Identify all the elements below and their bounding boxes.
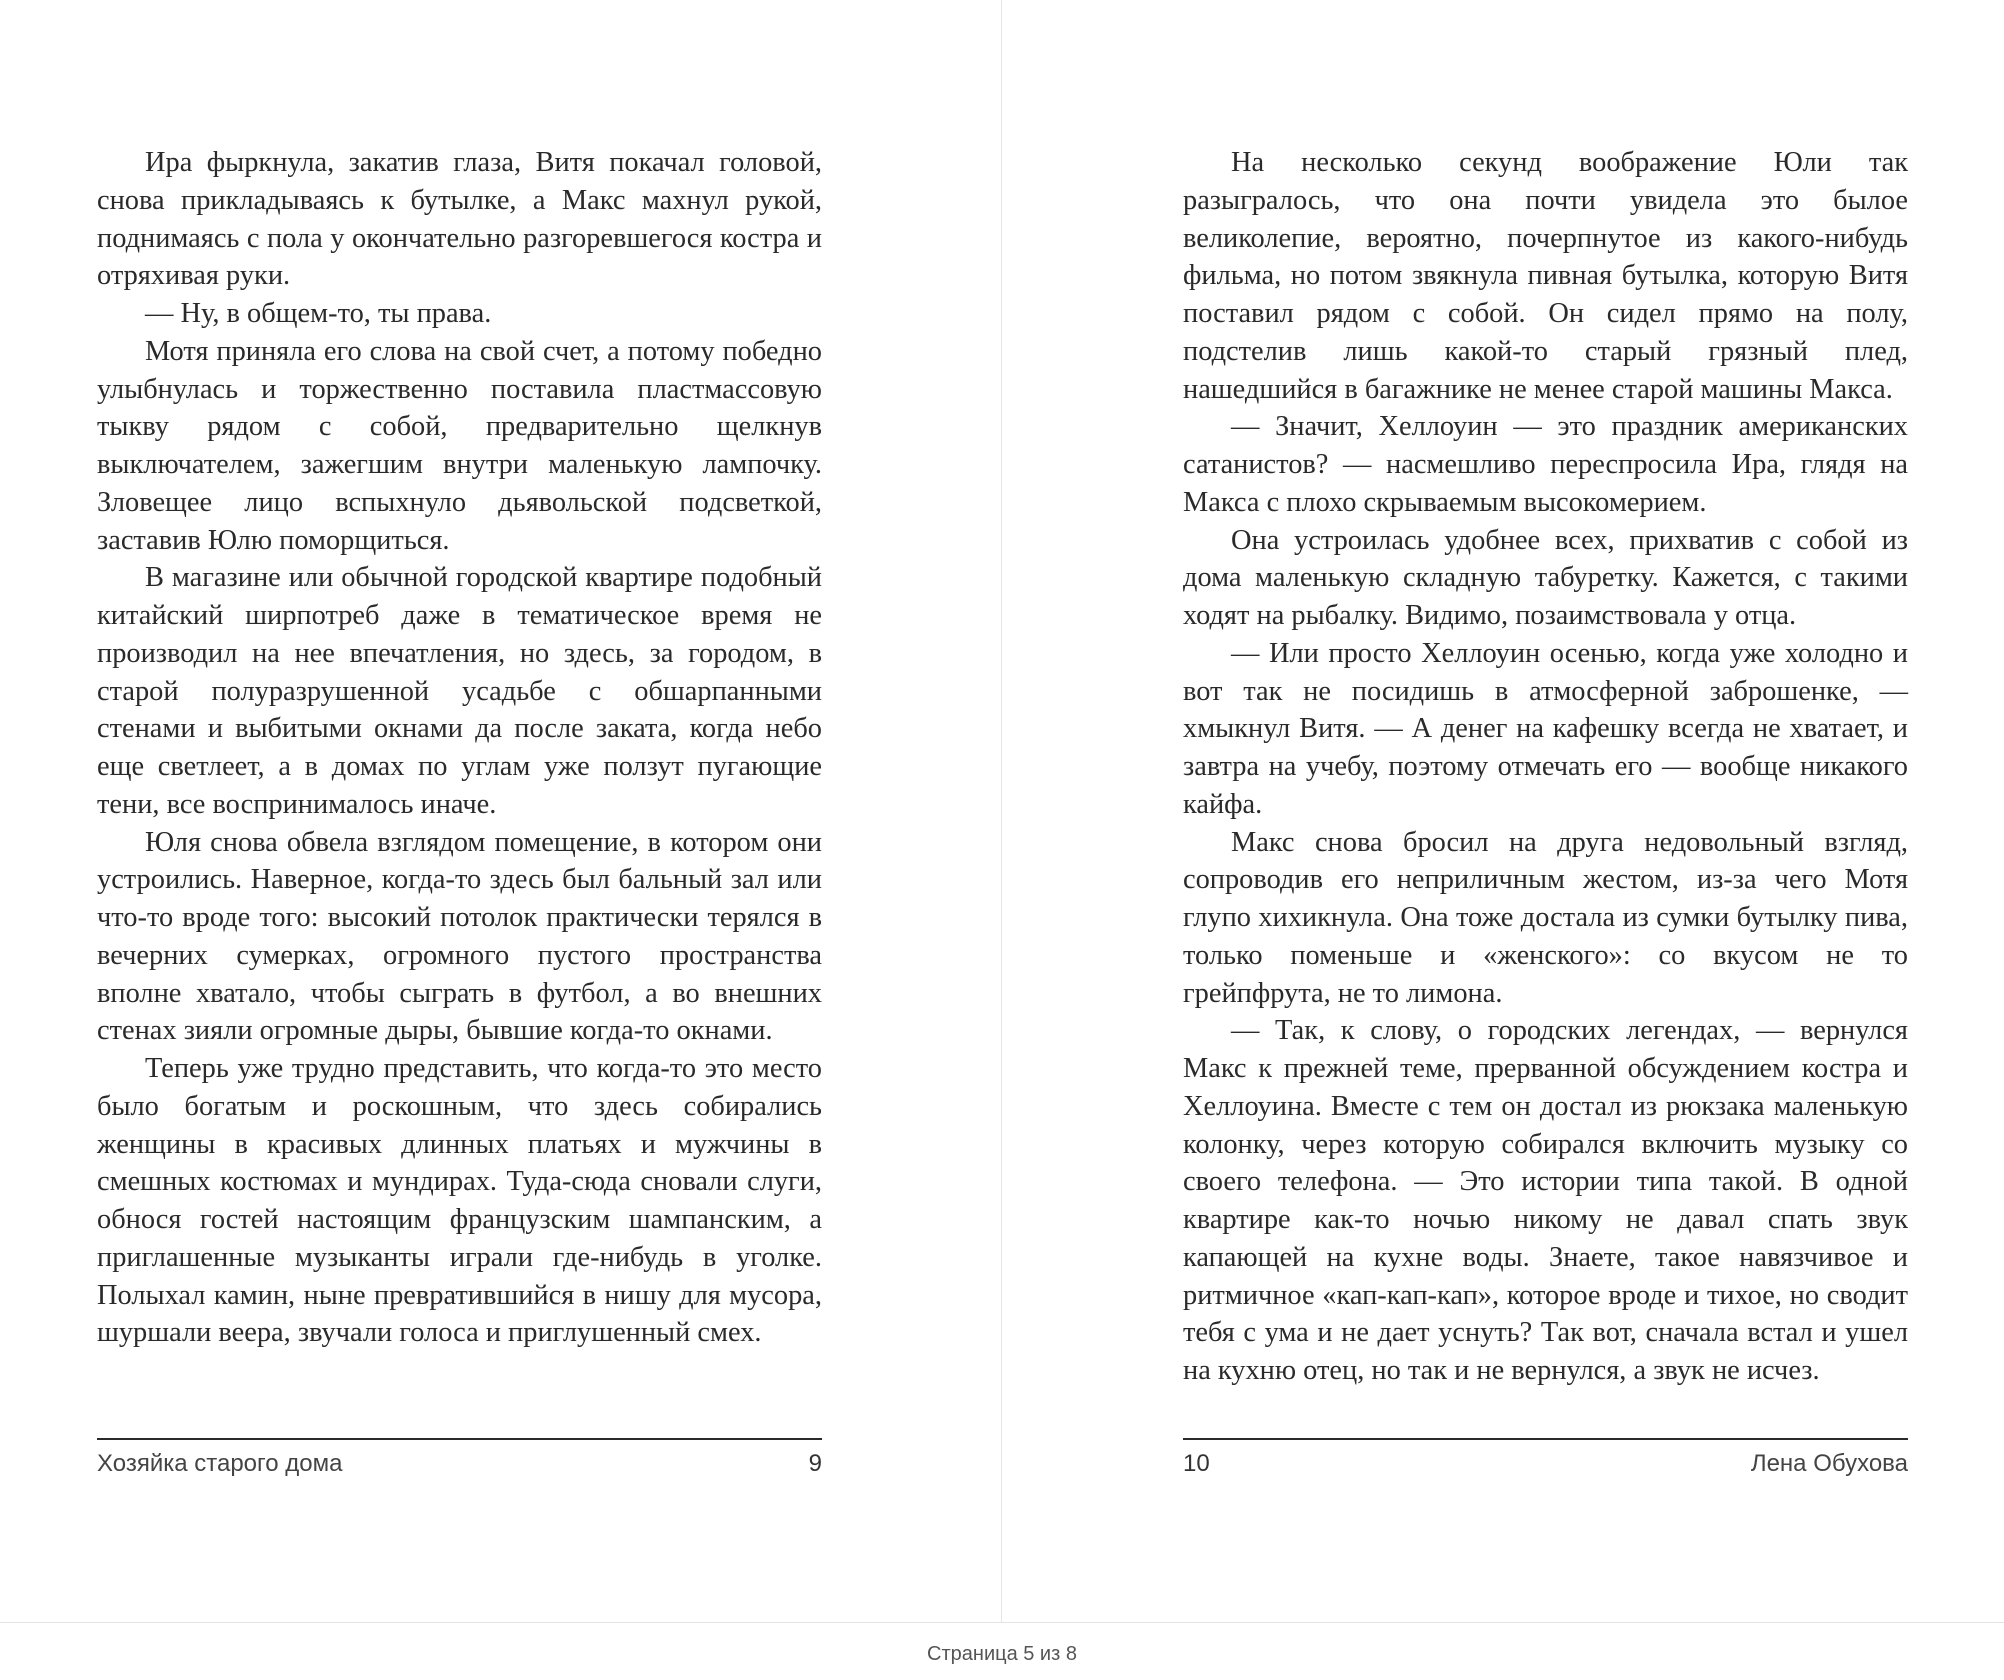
paragraph: На несколько секунд воображение Юли так разыгралось, что она почти увидела это былое великолепие, вероятно, почерпнутое из какого-нибудь фильма, но потом звякнула пивная бутылка, которую Витя поставил рядом с собой. Он сидел прямо на полу, подстелив лишь какой-то старый грязный плед, нашедшийся в багажнике не менее старой машины Макса. [1183,147,1908,405]
footer-rule [97,1438,822,1440]
page-number: 9 [808,1450,822,1477]
paragraph: Ира фыркнула, закатив глаза, Витя покачал головой, снова прикладываясь к бутылке, а Макс махнул рукой, поднимаясь с пола у окончательно разгоревшегося костра и отряхивая руки. [97,147,822,292]
paragraph: Теперь уже трудно представить, что когда-то это место было богатым и роскошным, что здесь собирались женщины в красивых длинных платьях и мужчины в смешных костюмах и мундирах. Туда-сюда сновали слуги, обнося гостей настоящим французским шампанским, а приглашенные музыканты играли где-нибудь в уголке. Полыхал камин, ныне превратившийся в нишу для мусора, шуршали веера, звучали голоса и приглушенный смех. [97,1053,822,1349]
page-number: 10 [1183,1450,1210,1477]
paragraph: Макс снова бросил на друга недовольный взгляд, сопроводив его неприличным жестом, из-за чего Мотя глупо хихикнула. Она тоже достала из сумки бутылку пива, только поменьше и «женского»: со вкусом не то грейпфрута, не то лимона. [1183,826,1908,1009]
left-page [0,0,1001,1622]
footer-rule [1183,1438,1908,1440]
paragraph: Юля снова обвела взглядом помещение, в котором они устроились. Наверное, когда-то здесь был бальный зал или что-то вроде того: высокий потолок практически терялся в вечерних сумерках, огромного пустого пространства вполне хватало, чтобы сыграть в футбол, а во внешних стенах зияли огромные дыры, бывшие когда-то окнами. [97,826,822,1047]
paragraph: Она устроилась удобнее всех, прихватив с собой из дома маленькую складную табуретку. Кажется, с такими ходят на рыбалку. Видимо, позаимствовала у отца. [1183,524,1908,631]
paragraph: — Так, к слову, о городских легендах, — вернулся Макс к прежней теме, прерванной обсуждением костра и Хеллоуина. Вместе с тем он достал из рюкзака маленькую колонку, через которую собирался включить музыку со своего телефона. — Это истории типа такой. В одной квартире как-то ночью никому не давал спать звук капающей на кухне воды. Знаете, такое навязчивое и ритмичное «кап-кап-кап», которое вроде и тихое, но сводит тебя с ума и не дает уснуть? Так вот, сначала встал и ушел на кухню отец, но так и не вернулся, а звук не исчез. [1183,1015,1908,1386]
running-footer-title: Хозяйка старого дома [97,1450,343,1477]
paragraph: — Ну, в общем-то, ты права. [145,298,492,329]
right-page [1002,0,2004,1622]
paragraph: — Или просто Хеллоуин осенью, когда уже холодно и вот так не посидишь в атмосферной заброшенке, — хмыкнул Витя. — А денег на кафешку всегда не хватает, и завтра на учебу, поэтому отмечать его — вообще никакого кайфа. [1183,637,1908,820]
paragraph: В магазине или обычной городской квартире подобный китайский ширпотреб даже в тематическое время не производил на нее впечатления, но здесь, за городом, в старой полуразрушенной усадьбе с обшарпанными стенами и выбитыми окнами да после заката, когда небо еще светлеет, а в домах по углам уже ползут пугающие тени, все воспринималось иначе. [97,562,822,820]
paragraph: Мотя приняла его слова на свой счет, а потому победно улыбнулась и торжественно поставила пластмассовую тыкву рядом с собой, предварительно щелкнув выключателем, зажегшим внутри маленькую лампочку. Зловещее лицо вспыхнуло дьявольской подсветкой, заставив Юлю поморщиться. [97,335,822,556]
page-indicator: Страница 5 из 8 [927,1643,1077,1665]
paragraph: — Значит, Хеллоуин — это праздник американских сатанистов? — насмешливо переспросила Ира, глядя на Макса с плохо скрываемым высокомерием. [1183,411,1908,518]
running-footer-author: Лена Обухова [1750,1450,1908,1477]
right-page-text [1183,144,1908,1390]
left-page-text [97,144,822,1352]
spread-bottom-edge [0,1622,2004,1623]
